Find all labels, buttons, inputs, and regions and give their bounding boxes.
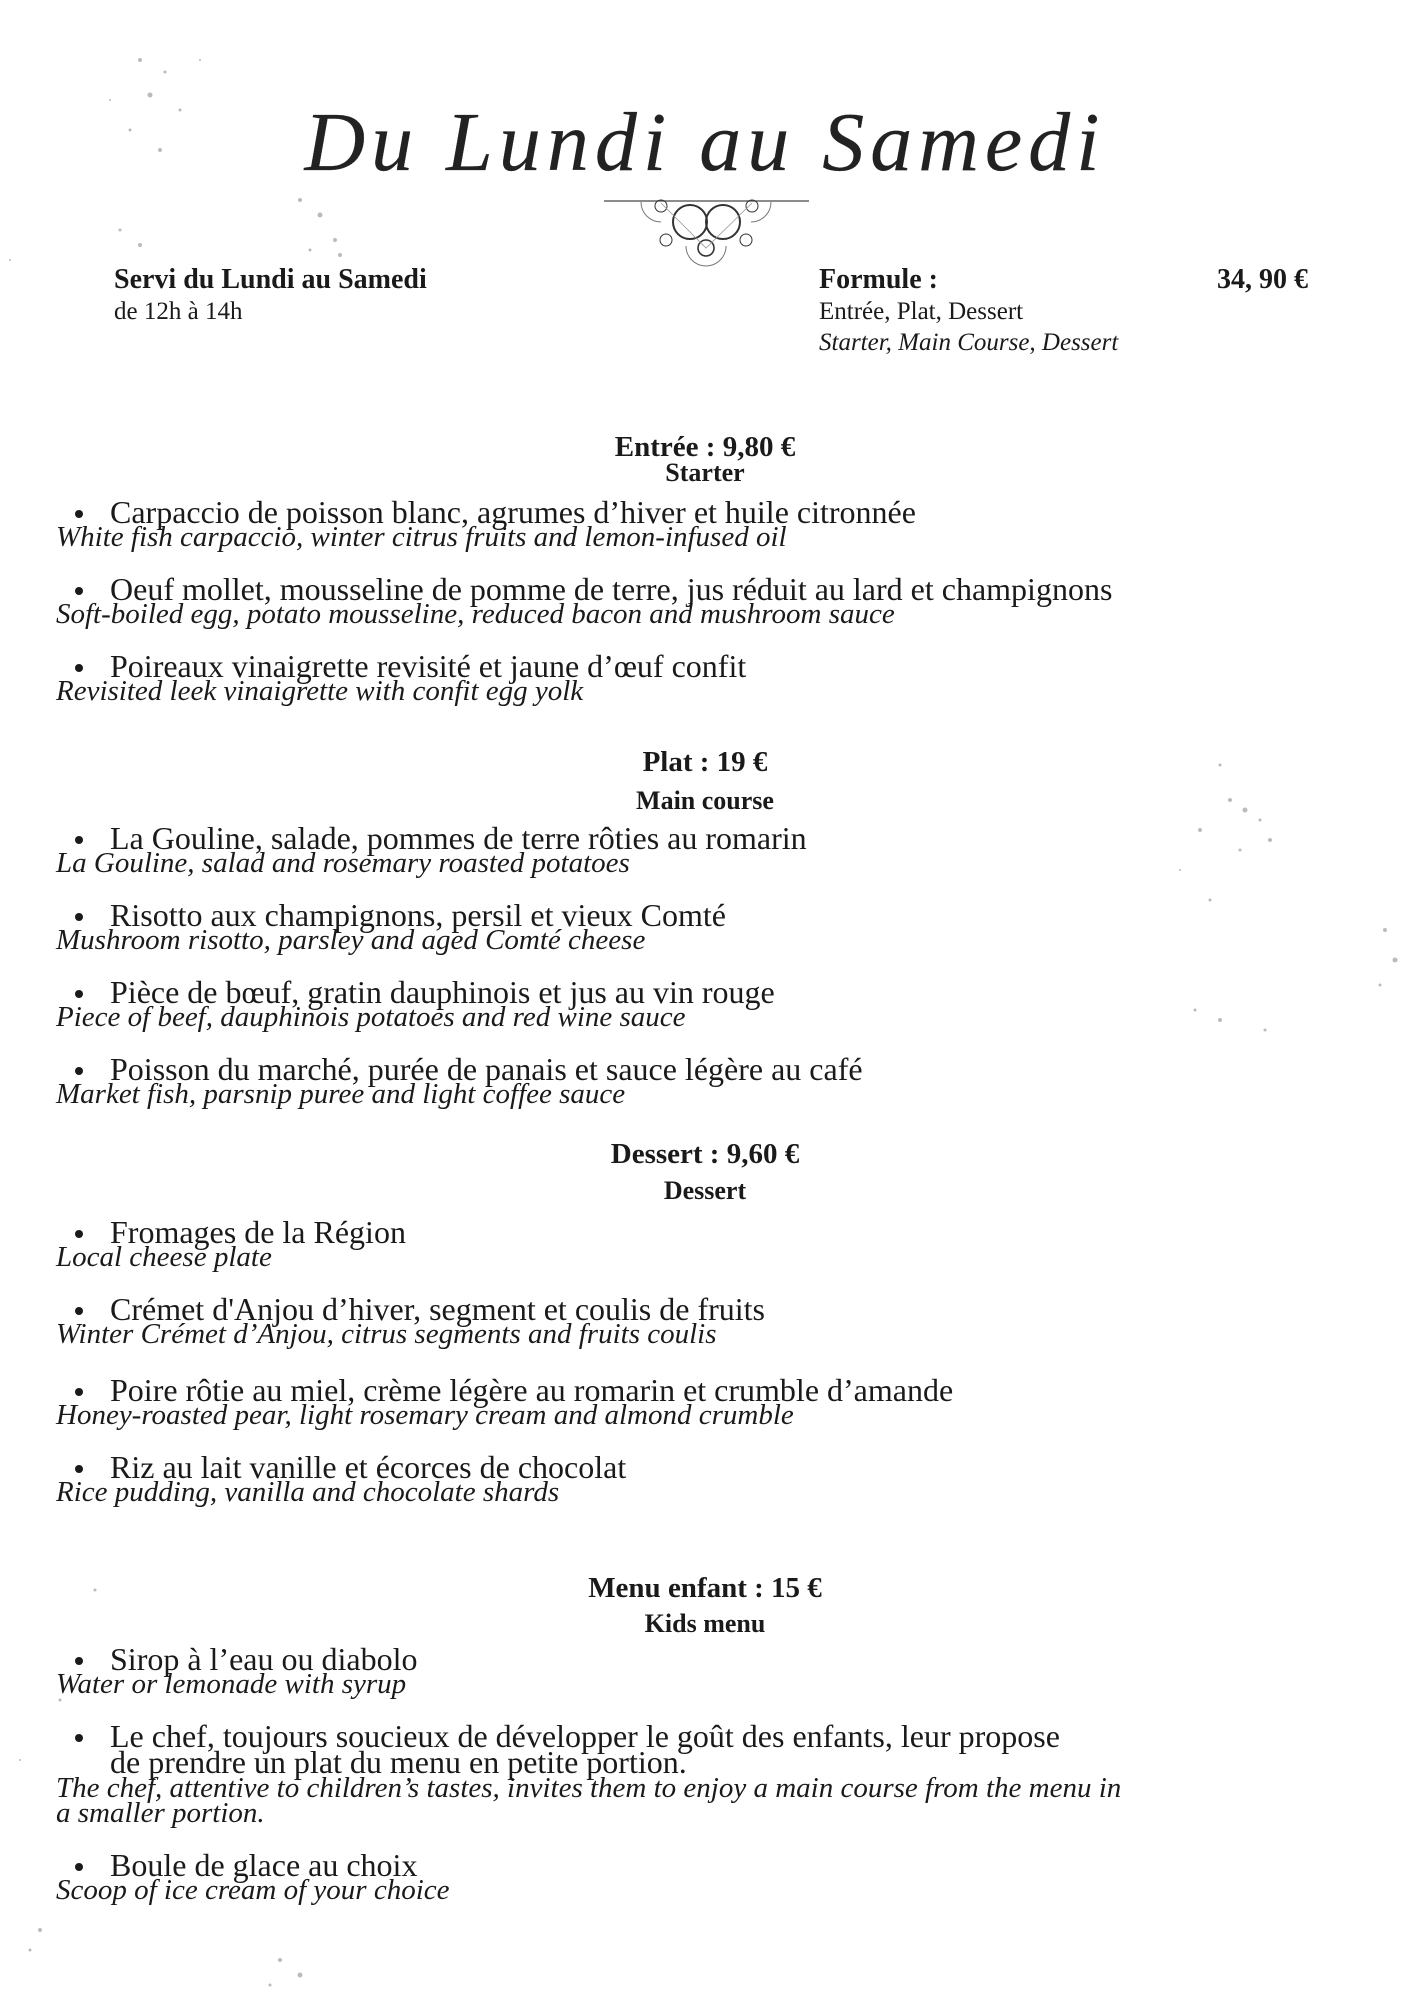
menu-item <box>0 1291 1410 1350</box>
item-name-en: White fish carpaccio, winter citrus fruits and lemon-infused oil <box>56 521 787 553</box>
formule-courses-fr: Entrée, Plat, Dessert <box>819 298 1024 325</box>
item-name-fr: Pièce de bœuf, gratin dauphinois et jus au vin rouge <box>110 980 1410 1005</box>
formule-courses-en: Starter, Main Course, Dessert <box>819 329 1119 356</box>
item-name-fr: Poire rôtie au miel, crème légère au romarin et crumble d’amande <box>110 1378 1410 1403</box>
section-subtitle: Main course <box>636 786 774 815</box>
service-hours: de 12h à 14h <box>114 298 243 325</box>
item-name-en: Piece of beef, dauphinois potatoes and red wine sauce <box>56 1001 686 1033</box>
item-name-en: Mushroom risotto, parsley and aged Comté cheese <box>56 924 646 956</box>
item-name-en: Revisited leek vinaigrette with confit egg yolk <box>56 675 584 707</box>
section-title: Dessert : 9,60 € <box>610 1138 800 1170</box>
item-name-fr: Boule de glace au choix <box>110 1853 1410 1878</box>
item-name-en: Honey-roasted pear, light rosemary cream and almond crumble <box>56 1399 794 1431</box>
item-name-fr: Fromages de la Région <box>110 1220 1410 1245</box>
menu-item <box>0 820 1410 879</box>
item-name-en-continued: a smaller portion. <box>56 1797 265 1829</box>
menu-item <box>0 1847 1410 1906</box>
item-name-fr: Poisson du marché, purée de panais et sauce légère au café <box>110 1057 1410 1082</box>
menu-item <box>0 1214 1410 1273</box>
section-starter <box>0 431 1410 731</box>
item-name-en: Soft-boiled egg, potato mousseline, reduced bacon and mushroom sauce <box>56 598 895 630</box>
menu-item <box>0 1051 1410 1110</box>
menu-item <box>0 494 1410 553</box>
item-name-en: The chef, attentive to children’s tastes, invites them to enjoy a main course from the menu in <box>56 1772 1122 1804</box>
menu-item <box>0 1449 1410 1508</box>
formule-price: 34, 90 € <box>1217 264 1308 295</box>
item-name-en: Winter Crémet d’Anjou, citrus segments and fruits coulis <box>56 1318 717 1350</box>
item-name-fr: Carpaccio de poisson blanc, agrumes d’hiver et huile citronnée <box>110 500 1410 525</box>
menu-item <box>0 897 1410 956</box>
section-kids-menu <box>0 1572 1410 1930</box>
item-name-en: Scoop of ice cream of your choice <box>56 1874 450 1906</box>
page-title: Du Lundi au Samedi <box>304 96 1106 189</box>
item-name-fr: Le chef, toujours soucieux de développer le goût des enfants, leur propose <box>110 1724 1410 1749</box>
menu-item <box>0 1718 1410 1829</box>
section-title: Plat : 19 € <box>642 746 768 778</box>
ornament-divider <box>600 190 810 270</box>
section-title: Menu enfant : 15 € <box>588 1572 822 1604</box>
formule-label: Formule : <box>819 264 938 295</box>
item-name-en: Local cheese plate <box>56 1241 272 1273</box>
menu-item <box>0 648 1410 707</box>
section-main-course <box>0 746 1410 1134</box>
item-name-fr: Crémet d'Anjou d’hiver, segment et coulis de fruits <box>110 1297 1410 1322</box>
section-subtitle: Starter <box>665 458 745 487</box>
item-name-fr: Oeuf mollet, mousseline de pomme de terre, jus réduit au lard et champignons <box>110 577 1410 602</box>
menu-item <box>0 1372 1410 1431</box>
item-name-en: Water or lemonade with syrup <box>56 1668 407 1700</box>
section-dessert <box>0 1138 1410 1532</box>
item-name-fr: Risotto aux champignons, persil et vieux Comté <box>110 903 1410 928</box>
item-name-fr-continued: de prendre un plat du menu en petite portion. <box>110 1744 687 1780</box>
menu-item <box>0 1641 1410 1700</box>
item-name-en: Market fish, parsnip puree and light coffee sauce <box>56 1078 626 1110</box>
item-name-fr: La Gouline, salade, pommes de terre rôties au romarin <box>110 826 1410 851</box>
menu-item <box>0 974 1410 1033</box>
section-subtitle: Dessert <box>663 1176 747 1205</box>
section-subtitle: Kids menu <box>644 1609 766 1638</box>
item-name-fr: Riz au lait vanille et écorces de chocolat <box>110 1455 1410 1480</box>
item-name-fr: Poireaux vinaigrette revisité et jaune d’œuf confit <box>110 654 1410 679</box>
service-title: Servi du Lundi au Samedi <box>114 264 427 295</box>
item-name-en: Rice pudding, vanilla and chocolate shards <box>56 1476 560 1508</box>
section-title: Entrée : 9,80 € <box>614 431 796 463</box>
item-name-fr: Sirop à l’eau ou diabolo <box>110 1647 1410 1672</box>
item-name-en: La Gouline, salad and rosemary roasted potatoes <box>56 847 630 879</box>
menu-item <box>0 571 1410 630</box>
